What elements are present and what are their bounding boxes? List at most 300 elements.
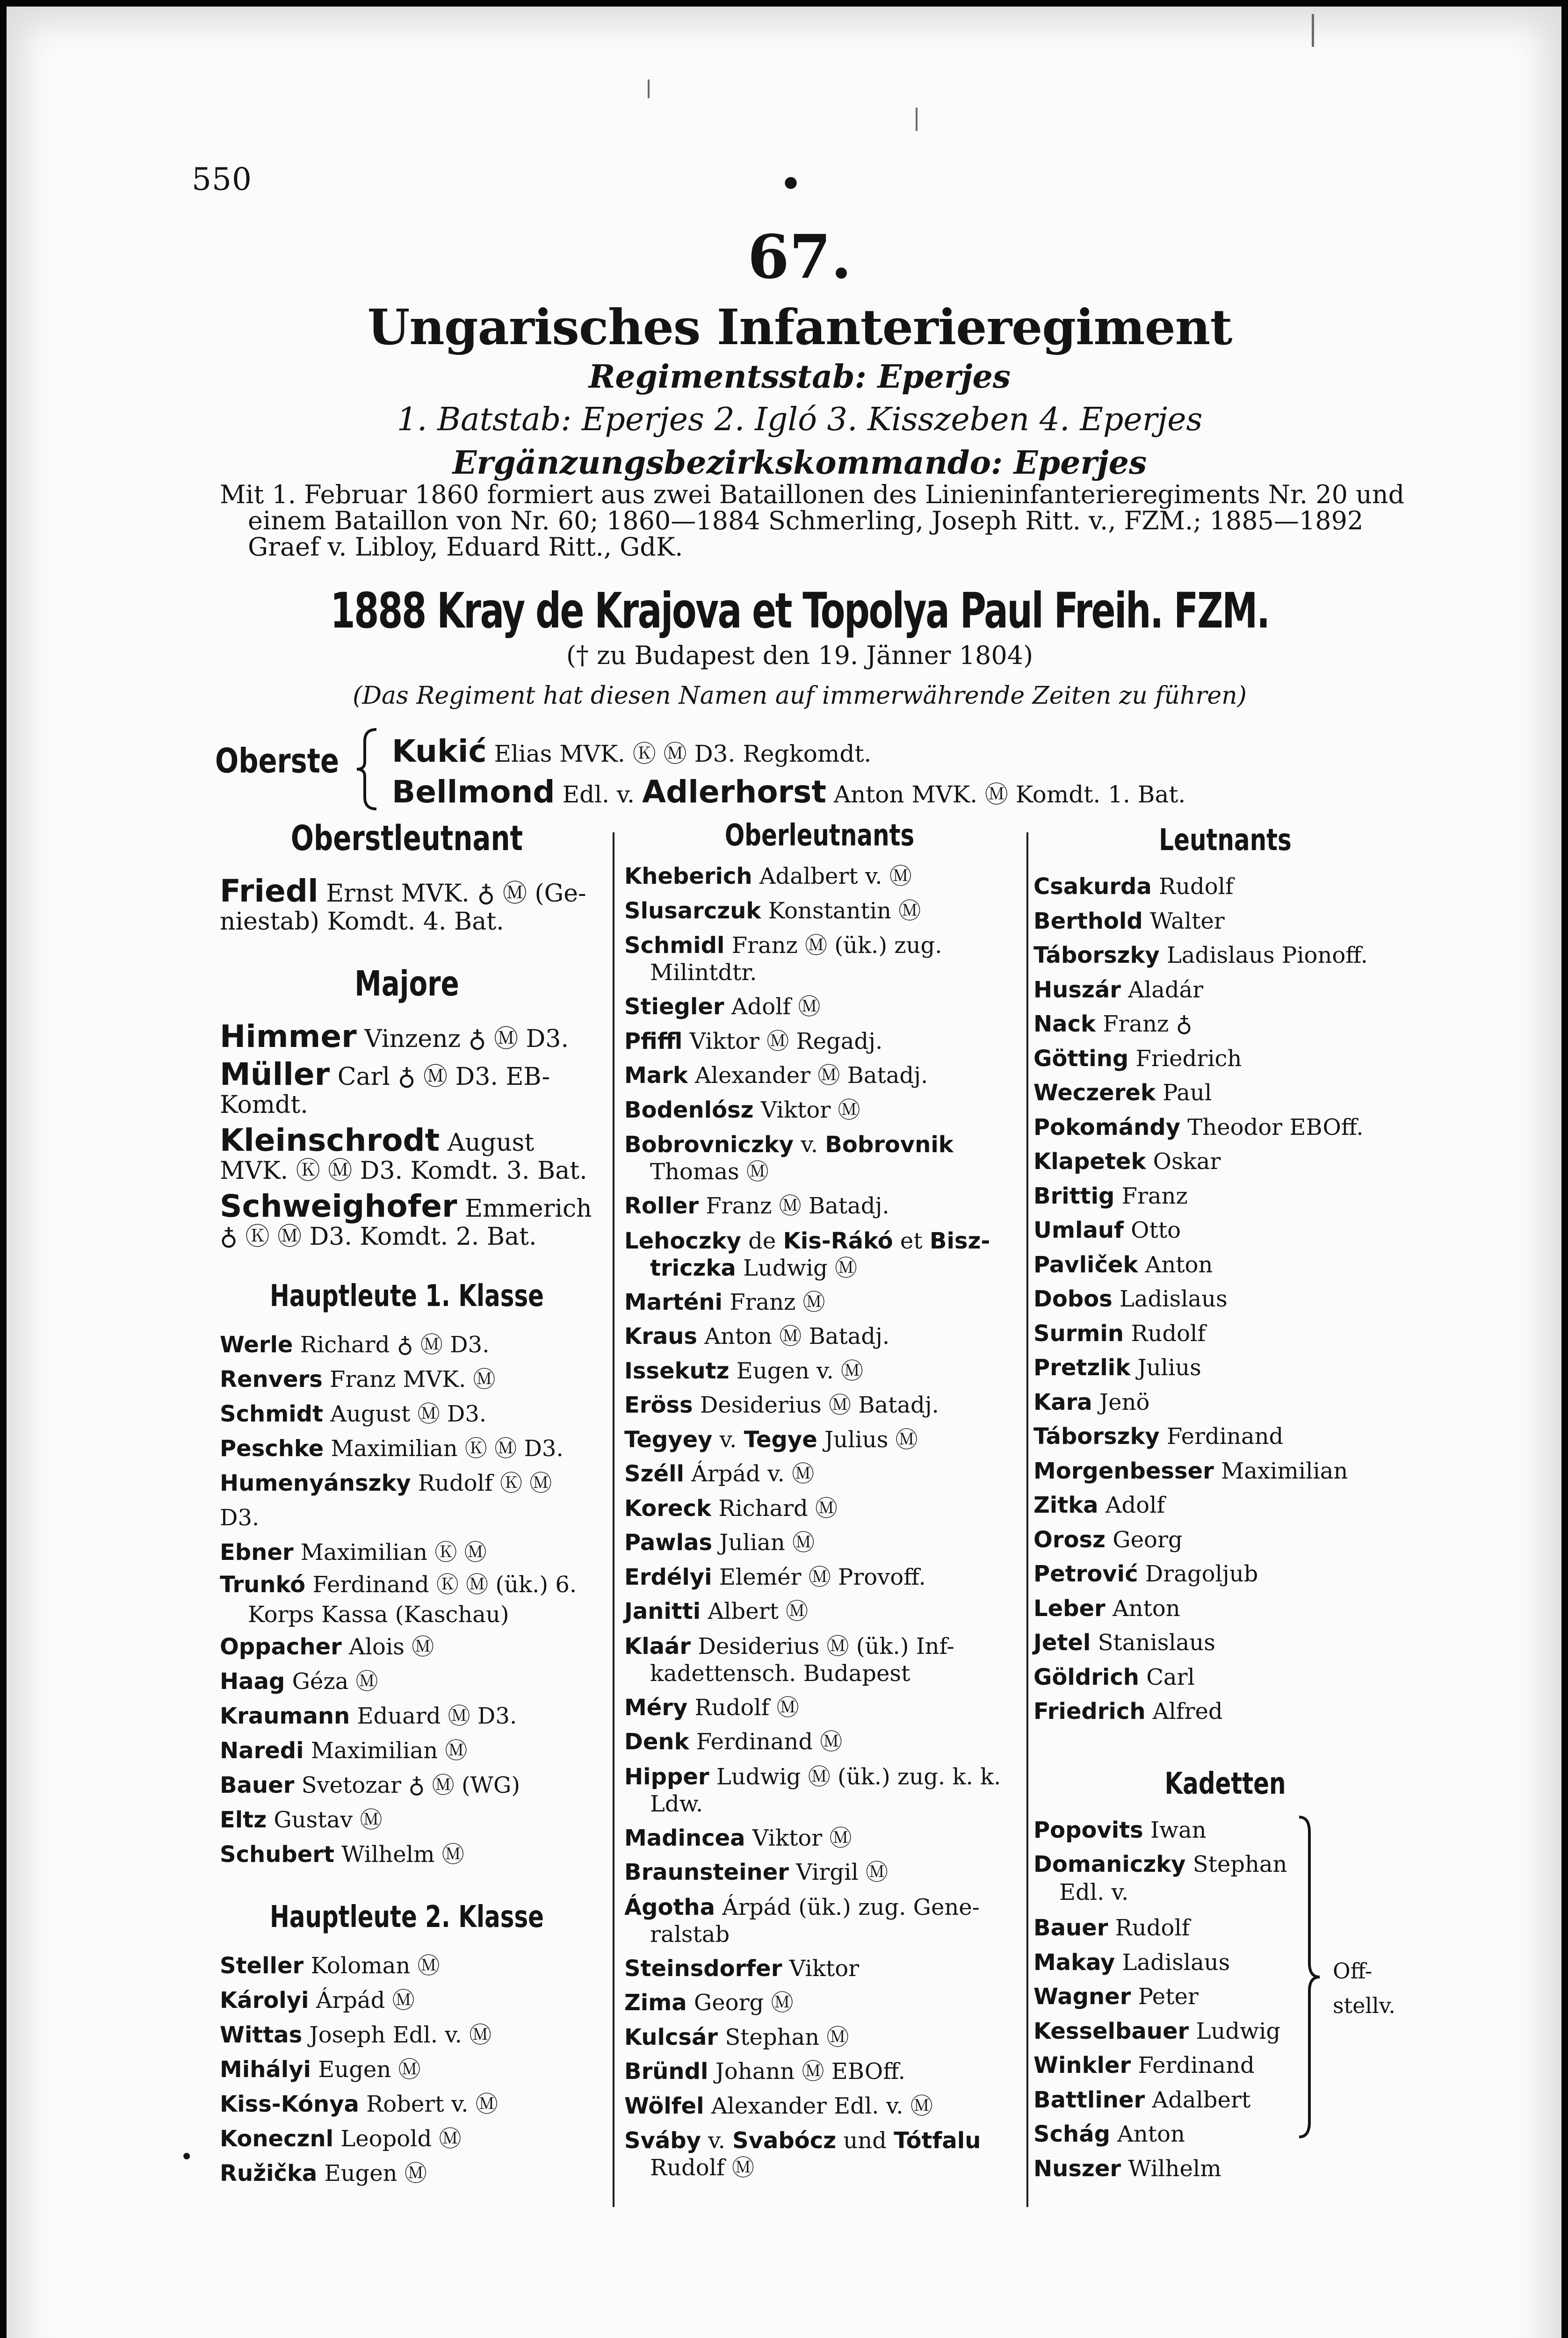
officer-detail: Virgil Ⓜ xyxy=(788,1859,888,1885)
officer-name: Pavliček xyxy=(1033,1251,1138,1278)
officer-name: Pretzlik xyxy=(1033,1355,1131,1381)
officer-name: Méry xyxy=(624,1694,688,1721)
officer-entry xyxy=(1033,1042,1417,1076)
cadet-name: Schág xyxy=(1033,2121,1110,2147)
heading-block xyxy=(178,224,1422,484)
officer-name: Friedl xyxy=(220,873,318,909)
officer-detail: Viktor Ⓜ Regadj. xyxy=(682,1028,883,1054)
officer-entry xyxy=(624,1025,1015,1059)
officer-entry xyxy=(624,1894,1015,1948)
officer-entry xyxy=(220,873,594,936)
officer-detail: Franz MVK. Ⓜ xyxy=(322,1366,496,1393)
officer-name: Haag xyxy=(220,1668,285,1695)
cadet-detail: Ludwig xyxy=(1189,2018,1281,2044)
officer-entry xyxy=(624,1423,1015,1458)
cadet-detail: Anton xyxy=(1110,2121,1185,2147)
officer-detail: Leopold Ⓜ xyxy=(333,2126,462,2152)
officer-detail: Konstantin Ⓜ xyxy=(761,897,921,924)
officer-entry xyxy=(220,1056,594,1119)
officer-name: Mihályi xyxy=(220,2057,311,2083)
officer-entry xyxy=(1033,1557,1417,1592)
scan-mark xyxy=(648,79,650,98)
bullet-dot-icon: • xyxy=(180,2144,194,2170)
heading-hauptleute-2: Hauptleute 2. Klasse xyxy=(269,1900,544,1934)
page-dot: • xyxy=(780,164,802,203)
officer-name: Jetel xyxy=(1033,1630,1091,1656)
officer-entry xyxy=(624,1492,1015,1526)
officer-detail: Rudolf Ⓚ Ⓜ D3. xyxy=(220,1470,552,1531)
officer-entry xyxy=(220,1664,594,1699)
officer-name: Koreck xyxy=(624,1495,711,1522)
officer-detail: Alois Ⓜ xyxy=(341,1634,434,1660)
officer-name: Janitti xyxy=(624,1598,701,1624)
officer-detail: Alfred xyxy=(1145,1698,1223,1725)
officer-entry xyxy=(1033,1385,1417,1420)
regiment-history xyxy=(220,482,1412,560)
officer-entry xyxy=(1033,973,1417,1008)
officer-name: Orosz xyxy=(1033,1526,1106,1553)
officer-detail: Rudolf Ⓜ xyxy=(650,2155,755,2181)
officer-detail: Adolf Ⓜ xyxy=(724,994,821,1020)
officer-detail: Ladislaus xyxy=(1112,1286,1228,1312)
officer-name: Oppacher xyxy=(220,1634,342,1660)
officer-entry xyxy=(220,2122,594,2156)
cadet-brace-icon xyxy=(1295,1813,1323,2141)
officer-name: Naredi xyxy=(220,1738,304,1764)
officer-detail: Anton xyxy=(1138,1251,1213,1278)
officer-entry xyxy=(624,932,1015,986)
officer-detail: Paul xyxy=(1155,1080,1212,1106)
officer-detail: v. xyxy=(701,2128,733,2154)
officer-detail: Géza Ⓜ xyxy=(285,1668,378,1695)
officer-name: Nack xyxy=(1033,1011,1096,1037)
officer-entry xyxy=(624,1526,1015,1560)
officer-detail: Rudolf xyxy=(1124,1320,1206,1347)
officer-detail: Eduard Ⓜ D3. xyxy=(350,1703,517,1729)
officer-entry xyxy=(220,2052,594,2087)
officer-entry xyxy=(624,1986,1015,2020)
officer-detail: Ferdinand xyxy=(1159,1423,1284,1450)
officer-detail: Ernst MVK. ♁ Ⓜ (Ge-niestab) Komdt. 4. Bat. xyxy=(220,880,586,936)
oberste-brace-icon xyxy=(353,727,381,811)
officer-entry xyxy=(624,894,1015,929)
officer-detail: Otto xyxy=(1123,1217,1181,1243)
officer-detail: Maximilian Ⓚ Ⓜ D3. xyxy=(324,1436,564,1462)
officer-detail: Julian Ⓜ xyxy=(712,1530,815,1556)
officer-entry xyxy=(624,1633,1015,1687)
officer-entry xyxy=(1033,1076,1417,1111)
officer-entry xyxy=(220,1630,594,1664)
officer-name: Weczerek xyxy=(1033,1080,1156,1106)
officer-name: Sváby xyxy=(624,2128,701,2154)
officer-name: Táborszky xyxy=(1033,1423,1160,1450)
officer-name: Humenyánszky xyxy=(220,1470,411,1496)
officer-name: Eröss xyxy=(624,1392,693,1418)
officer-detail: de xyxy=(741,1227,783,1254)
officer-name: Peschke xyxy=(220,1436,324,1462)
officer-detail: Friedrich xyxy=(1128,1045,1242,1072)
officer-name: Pawlas xyxy=(624,1530,713,1556)
officer-name: Kheberich xyxy=(624,863,752,889)
officer-name: Berthold xyxy=(1033,908,1143,934)
officer-entry xyxy=(624,1388,1015,1423)
officer-entry xyxy=(624,1131,1015,1185)
officer-name: Marténi xyxy=(624,1289,723,1315)
officer-name: Bisz-triczka xyxy=(650,1227,990,1281)
cadet-entry xyxy=(1033,1813,1417,1848)
officer-name: Kiss-Kónya xyxy=(220,2091,359,2117)
officer-name: Ágotha xyxy=(624,1894,715,1920)
officer-name: Petrović xyxy=(1033,1561,1138,1587)
officer-entry xyxy=(1033,1660,1417,1695)
officer-detail: Árpád v. Ⓜ xyxy=(684,1461,815,1487)
officer-entry xyxy=(220,1018,594,1054)
officer-entry xyxy=(220,1362,594,1397)
officer-entry xyxy=(220,1535,594,1570)
regiment-title: Ungarisches Infanterieregiment xyxy=(367,298,1232,356)
officer-entry xyxy=(1033,870,1417,904)
patron-title: 1888 Kray de Krajova et Topolya Paul Freih. FZM. xyxy=(330,582,1269,639)
officer-entry xyxy=(1033,1454,1417,1489)
officer-entry xyxy=(220,1122,594,1185)
officer-detail: Svetozar ♁ Ⓜ (WG) xyxy=(294,1772,520,1798)
officer-entry xyxy=(624,1320,1015,1354)
officer-detail: v. xyxy=(712,1426,744,1453)
oberste-entry xyxy=(392,774,1185,810)
officer-detail: August Ⓜ D3. xyxy=(323,1401,487,1427)
officer-name: Bauer xyxy=(220,1772,295,1798)
officer-entry xyxy=(220,1188,594,1251)
officer-entry xyxy=(624,1354,1015,1389)
officer-name: Wittas xyxy=(220,2022,303,2048)
cadet-name: Makay xyxy=(1033,1949,1115,1976)
officer-detail: Viktor Ⓜ xyxy=(753,1097,860,1123)
officer-detail: Adalbert v. Ⓜ xyxy=(752,863,912,889)
officer-entry xyxy=(624,2020,1015,2055)
officer-entry xyxy=(624,1059,1015,1093)
officer-detail: Wilhelm Ⓜ xyxy=(334,1841,464,1868)
column-left xyxy=(220,818,594,2191)
column-right xyxy=(1033,823,1417,2186)
officer-detail: Eugen Ⓜ xyxy=(311,2057,421,2083)
officer-name: Kleinschrodt xyxy=(220,1122,440,1158)
officer-name: Konecznl xyxy=(220,2126,334,2152)
officer-entry xyxy=(1033,1213,1417,1248)
cadet-note-line: Off- xyxy=(1333,1958,1373,1984)
officer-detail: Rudolf Ⓜ xyxy=(687,1694,799,1721)
officer-detail: Richard ♁ Ⓜ D3. xyxy=(293,1332,490,1358)
officer-detail: Árpád Ⓜ xyxy=(309,1987,415,2013)
officer-detail: Albert Ⓜ xyxy=(701,1598,809,1624)
cadet-detail: Wilhelm xyxy=(1121,2155,1221,2182)
officer-entry xyxy=(1033,1317,1417,1351)
officer-detail: Stanislaus xyxy=(1091,1630,1215,1656)
officer-name: Lehoczky xyxy=(624,1227,741,1254)
officer-detail: Ferdinand Ⓚ Ⓜ (ük.) 6. Korps Kassa (Kaschau) xyxy=(248,1572,577,1628)
officer-entry xyxy=(1033,1179,1417,1214)
officer-detail: Ferdinand Ⓜ xyxy=(689,1729,843,1755)
officer-name: Pokomándy xyxy=(1033,1114,1180,1140)
officer-entry xyxy=(624,2055,1015,2089)
officer-detail: Adolf xyxy=(1098,1492,1165,1518)
cadet-name: Kesselbauer xyxy=(1033,2018,1189,2044)
cadet-note xyxy=(1333,1954,1395,2023)
column-divider xyxy=(613,832,614,2207)
officer-name: Táborszky xyxy=(1033,942,1160,968)
officer-entry xyxy=(624,1595,1015,1629)
officer-entry xyxy=(1033,1488,1417,1523)
officer-name: Bodenlósz xyxy=(624,1097,754,1123)
officer-name: Roller xyxy=(624,1193,699,1219)
officer-entry xyxy=(1033,1420,1417,1454)
officer-name: Ružička xyxy=(220,2160,318,2186)
officer-name: Steller xyxy=(220,1953,304,1979)
history-line: Mit 1. Februar 1860 formiert aus zwei Bataillonen des Linieninfanterieregiments Nr. 20 und xyxy=(220,480,1405,509)
officer-entry xyxy=(624,1855,1015,1890)
officer-detail: Viktor Ⓜ xyxy=(745,1825,852,1851)
officer-detail: Emmerich ♁ Ⓚ Ⓜ D3. Komdt. 2. Bat. xyxy=(220,1195,592,1251)
officer-entry xyxy=(624,2127,1015,2181)
heading-kadetten: Kadetten xyxy=(1164,1766,1286,1801)
officer-name: Surmin xyxy=(1033,1320,1124,1347)
officer-detail: Jenö xyxy=(1092,1389,1150,1415)
officer-entry xyxy=(624,1189,1015,1224)
officer-detail: v. xyxy=(794,1132,825,1158)
heading-oberleutnants: Oberleutnants xyxy=(724,818,915,853)
scan-mark xyxy=(916,108,918,131)
officer-name: Renvers xyxy=(220,1366,323,1393)
officer-name: Csakurda xyxy=(1033,873,1152,900)
regiment-staff: Regimentsstab: Eperjes xyxy=(588,358,1011,396)
officer-detail: Walter xyxy=(1142,908,1225,934)
officer-entry xyxy=(1033,1111,1417,1145)
officer-name: Dobos xyxy=(1033,1286,1113,1312)
officer-detail: Julius Ⓜ xyxy=(817,1426,918,1453)
officer-name: Schubert xyxy=(220,1841,334,1868)
officer-entry xyxy=(1033,1282,1417,1317)
officer-detail: Franz Ⓜ xyxy=(722,1289,825,1315)
officer-detail: Johann Ⓜ EBOff. xyxy=(708,2058,905,2085)
oberste-entry xyxy=(392,733,871,769)
officer-detail: Ladislaus Pionoff. xyxy=(1159,942,1368,968)
officer-name: Bobrovnik xyxy=(825,1132,954,1158)
officer-name: Tegye xyxy=(744,1426,817,1453)
history-line: einem Bataillon von Nr. 60; 1860—1884 Schmerling, Joseph Ritt. v., FZM.; 1885—1892 xyxy=(248,506,1364,535)
officer-entry xyxy=(1033,1626,1417,1660)
officer-name: Adlerhorst xyxy=(642,774,826,810)
cadet-detail: Ladislaus xyxy=(1115,1949,1230,1976)
officer-name: Himmer xyxy=(220,1018,357,1054)
heading-majore: Majore xyxy=(354,964,459,1004)
officer-name: Schmidl xyxy=(624,932,725,959)
officer-entry xyxy=(1033,1007,1417,1042)
officer-name: Denk xyxy=(624,1729,689,1755)
column-divider xyxy=(1026,832,1028,2207)
officer-entry xyxy=(624,1285,1015,1320)
officer-name: Müller xyxy=(220,1056,330,1092)
officer-entry xyxy=(220,2087,594,2122)
cadet-name: Popovits xyxy=(1033,1817,1143,1843)
officer-name: Pfiffl xyxy=(624,1028,683,1054)
patron-note: (Das Regiment hat diesen Namen auf immerwährende Zeiten zu führen) xyxy=(353,682,1247,710)
officer-name: Ebner xyxy=(220,1539,294,1566)
officer-detail: Maximilian xyxy=(1214,1458,1348,1484)
officer-detail: Ludwig Ⓜ xyxy=(736,1255,857,1281)
page-number: 550 xyxy=(192,161,252,197)
heading-leutnants: Leutnants xyxy=(1159,823,1292,858)
officer-name: Kraus xyxy=(624,1323,697,1349)
officer-entry xyxy=(624,1821,1015,1856)
officer-entry xyxy=(624,1691,1015,1725)
cadet-detail: Adalbert xyxy=(1145,2086,1251,2113)
officer-name: Kukić xyxy=(392,733,487,769)
officer-entry xyxy=(624,1093,1015,1128)
officer-detail: Edl. v. xyxy=(555,781,642,808)
cadet-detail: Iwan xyxy=(1143,1817,1207,1843)
officer-detail: Carl ♁ Ⓜ D3. EB-Komdt. xyxy=(220,1063,550,1119)
cadet-note-line: stellv. xyxy=(1333,1992,1395,2018)
heading-hauptleute-1: Hauptleute 1. Klasse xyxy=(269,1279,544,1313)
heading-oberstleutnant: Oberstleutnant xyxy=(290,818,523,859)
officer-name: Bründl xyxy=(624,2058,708,2085)
officer-name: Károlyi xyxy=(220,1987,309,2013)
cadet-list xyxy=(1033,1813,1417,2186)
cadet-entry xyxy=(1033,2152,1417,2186)
officer-entry xyxy=(220,1699,594,1733)
cadet-detail: Stephan Edl. v. xyxy=(1059,1851,1287,1905)
officer-entry xyxy=(1033,938,1417,973)
recruitment-district: Ergänzungsbezirkskommando: Eperjes xyxy=(452,444,1147,482)
officer-entry xyxy=(624,1763,1015,1818)
officer-detail: Maximilian Ⓚ Ⓜ xyxy=(293,1539,487,1566)
officer-name: Stiegler xyxy=(624,994,724,1020)
officer-name: Braunsteiner xyxy=(624,1859,789,1885)
officer-name: Klapetek xyxy=(1033,1148,1146,1175)
officer-entry xyxy=(220,1768,594,1803)
officer-entry xyxy=(220,1431,594,1466)
officer-detail: Joseph Edl. v. Ⓜ xyxy=(302,2022,492,2048)
officer-detail: Franz ♁ xyxy=(1095,1011,1192,1037)
oberste-label: Oberste xyxy=(215,741,340,780)
column-middle xyxy=(624,818,1015,2185)
battalion-staffs: 1. Batstab: Eperjes 2. Igló 3. Kisszeben 4. Eperjes xyxy=(397,401,1203,438)
officer-detail: Thomas Ⓜ xyxy=(650,1159,769,1185)
officer-detail: Oskar xyxy=(1146,1148,1221,1175)
officer-detail: Richard Ⓜ xyxy=(711,1495,838,1522)
cadet-name: Bauer xyxy=(1033,1915,1108,1941)
officer-detail: Franz Ⓜ Batadj. xyxy=(699,1193,889,1219)
officer-name: Tótfalu xyxy=(894,2128,981,2154)
officer-name: Széll xyxy=(624,1461,684,1487)
officer-name: Leber xyxy=(1033,1595,1106,1622)
officer-name: Brittig xyxy=(1033,1183,1115,1209)
officer-detail: Desiderius Ⓜ Batadj. xyxy=(693,1392,939,1418)
officer-entry xyxy=(1033,1145,1417,1179)
officer-name: Bellmond xyxy=(392,774,555,810)
officer-entry xyxy=(220,2156,594,2191)
officer-detail: Robert v. Ⓜ xyxy=(359,2091,498,2117)
officer-entry xyxy=(624,990,1015,1025)
cadet-detail: Rudolf xyxy=(1108,1915,1190,1941)
officer-entry xyxy=(1033,1351,1417,1385)
officer-detail: Alexander Edl. v. Ⓜ xyxy=(704,2093,933,2119)
officer-name: Mark xyxy=(624,1062,688,1089)
officer-detail: August MVK. Ⓚ Ⓜ D3. Komdt. 3. Bat. xyxy=(220,1129,587,1185)
officer-detail: Elias MVK. Ⓚ Ⓜ D3. Regkomdt. xyxy=(486,740,872,767)
officer-name: Madincea xyxy=(624,1825,745,1851)
officer-name: Hipper xyxy=(624,1763,709,1790)
cadet-name: Nuszer xyxy=(1033,2155,1121,2182)
officer-entry xyxy=(220,1837,594,1872)
cadet-entry xyxy=(1033,2117,1417,2152)
officer-detail: Stephan Ⓜ xyxy=(718,2024,849,2050)
officer-detail: Gustav Ⓜ xyxy=(267,1807,383,1833)
cadet-name: Domaniczky xyxy=(1033,1851,1186,1877)
officer-detail: Georg Ⓜ xyxy=(686,1990,794,2016)
officer-entry xyxy=(220,1466,594,1535)
officer-name: Schweighofer xyxy=(220,1188,457,1224)
officer-name: Issekutz xyxy=(624,1357,730,1384)
officer-name: Trunkó xyxy=(220,1572,306,1598)
officer-entry xyxy=(624,1457,1015,1492)
officer-name: Kis-Rákó xyxy=(783,1227,893,1254)
history-line: Graef v. Libloy, Eduard Ritt., GdK. xyxy=(248,532,683,562)
officer-detail: Vinzenz ♁ Ⓜ D3. xyxy=(356,1025,569,1053)
officer-detail: Rudolf xyxy=(1151,873,1234,900)
officer-name: Kulcsár xyxy=(624,2024,718,2050)
officer-name: Kraumann xyxy=(220,1703,350,1729)
officer-entry xyxy=(624,1952,1015,1986)
officer-detail: Viktor xyxy=(782,1955,860,1982)
officer-name: Umlauf xyxy=(1033,1217,1124,1243)
officer-name: Morgenbesser xyxy=(1033,1458,1214,1484)
officer-detail: Anton xyxy=(1105,1595,1180,1622)
cadet-detail: Ferdinand xyxy=(1131,2052,1255,2078)
officer-entry xyxy=(220,1570,594,1630)
officer-entry xyxy=(624,1560,1015,1595)
officer-detail: Franz Ⓜ (ük.) zug. Milintdtr. xyxy=(650,932,942,986)
officer-name: Zima xyxy=(624,1990,687,2016)
cadet-detail: Peter xyxy=(1131,1984,1199,2010)
officer-entry xyxy=(1033,1248,1417,1283)
officer-entry xyxy=(624,859,1015,894)
officer-detail: Eugen v. Ⓜ xyxy=(729,1357,863,1384)
officer-detail: Georg xyxy=(1105,1526,1183,1553)
officer-name: Slusarczuk xyxy=(624,897,761,924)
officer-name: Wölfel xyxy=(624,2093,704,2119)
officer-entry xyxy=(220,1983,594,2018)
officer-entry xyxy=(220,1328,594,1362)
officer-detail: Franz xyxy=(1114,1183,1188,1209)
officer-detail: und xyxy=(836,2128,894,2154)
officer-detail: Árpád (ük.) zug. Gene-ralstab xyxy=(650,1894,980,1948)
officer-detail: Carl xyxy=(1139,1664,1195,1690)
officer-name: Göldrich xyxy=(1033,1664,1139,1690)
cadet-name: Winkler xyxy=(1033,2052,1131,2078)
officer-name: Zitka xyxy=(1033,1492,1098,1518)
officer-entry xyxy=(1033,1695,1417,1729)
officer-detail: et xyxy=(893,1227,930,1254)
cadet-entry xyxy=(1033,1850,1321,1906)
officer-detail: Theodor EBOff. xyxy=(1180,1114,1364,1140)
officer-name: Huszár xyxy=(1033,976,1121,1003)
officer-entry xyxy=(1033,1592,1417,1626)
officer-name: Svabócz xyxy=(732,2128,837,2154)
officer-entry xyxy=(1033,1523,1417,1558)
officer-detail: Dragoljub xyxy=(1138,1561,1258,1587)
officer-name: Bobrovniczky xyxy=(624,1132,794,1158)
officer-entry xyxy=(624,2089,1015,2124)
